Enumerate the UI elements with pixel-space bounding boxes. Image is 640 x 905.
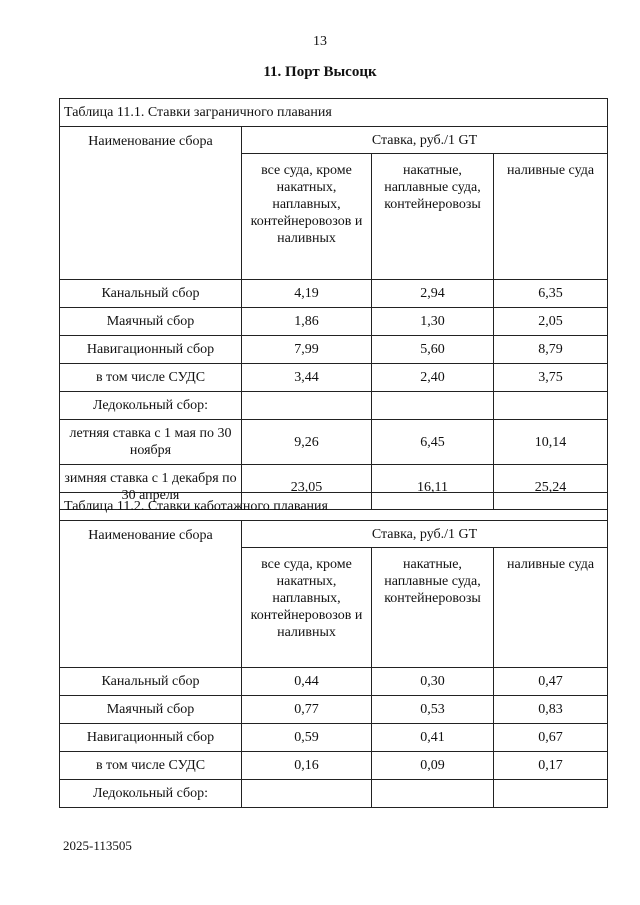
rate-general bbox=[242, 392, 372, 420]
rate-roro: 0,41 bbox=[372, 724, 494, 752]
fee-name: Навигационный сбор bbox=[60, 724, 242, 752]
table-row bbox=[60, 668, 608, 696]
rate-roro: 0,30 bbox=[372, 668, 494, 696]
table-row bbox=[60, 724, 608, 752]
document-code: 2025-113505 bbox=[63, 838, 132, 853]
rate-roro: 16,11 bbox=[372, 465, 494, 510]
fee-name: зимняя ставка с 1 декабря по 30 апреля bbox=[60, 465, 242, 510]
rate-general: 0,77 bbox=[242, 696, 372, 724]
table-coastal-voyage-rates bbox=[59, 492, 608, 808]
fee-name: в том числе СУДС bbox=[60, 364, 242, 392]
rate-tanker: 0,47 bbox=[494, 668, 608, 696]
rate-roro: 1,30 bbox=[372, 308, 494, 336]
rate-roro: 6,45 bbox=[372, 420, 494, 465]
fee-name: Ледокольный сбор: bbox=[60, 780, 242, 808]
rate-roro bbox=[372, 780, 494, 808]
rate-tanker: 2,05 bbox=[494, 308, 608, 336]
table-row bbox=[60, 696, 608, 724]
header-rate-group: Ставка, руб./1 GT bbox=[242, 521, 608, 548]
rate-general: 0,44 bbox=[242, 668, 372, 696]
rate-tanker: 0,83 bbox=[494, 696, 608, 724]
table-row bbox=[60, 364, 608, 392]
header-rate-group: Ставка, руб./1 GT bbox=[242, 127, 608, 154]
rate-tanker: 6,35 bbox=[494, 280, 608, 308]
table-row bbox=[60, 280, 608, 308]
page-number: 13 bbox=[313, 34, 327, 49]
table-row bbox=[60, 752, 608, 780]
table-row bbox=[60, 780, 608, 808]
fee-name: летняя ставка с 1 мая по 30 ноября bbox=[60, 420, 242, 465]
fee-name: в том числе СУДС bbox=[60, 752, 242, 780]
rate-general: 3,44 bbox=[242, 364, 372, 392]
table-row bbox=[60, 336, 608, 364]
rate-tanker: 0,67 bbox=[494, 724, 608, 752]
header-fee-name: Наименование сбора bbox=[60, 521, 242, 668]
header-col-general: все суда, кроме накатных, наплавных, контейнеровозов и наливных bbox=[242, 548, 372, 668]
header-col-roro: накатные, наплавные суда, контейнеровозы bbox=[372, 154, 494, 280]
header-fee-name: Наименование сбора bbox=[60, 127, 242, 280]
rate-tanker: 3,75 bbox=[494, 364, 608, 392]
rate-tanker bbox=[494, 392, 608, 420]
rate-general: 9,26 bbox=[242, 420, 372, 465]
rate-tanker: 10,14 bbox=[494, 420, 608, 465]
table-row bbox=[60, 308, 608, 336]
header-col-roro: накатные, наплавные суда, контейнеровозы bbox=[372, 548, 494, 668]
rate-tanker: 0,17 bbox=[494, 752, 608, 780]
rate-general: 23,05 bbox=[242, 465, 372, 510]
fee-name: Навигационный сбор bbox=[60, 336, 242, 364]
fee-name: Канальный сбор bbox=[60, 280, 242, 308]
rate-tanker bbox=[494, 780, 608, 808]
rate-general: 1,86 bbox=[242, 308, 372, 336]
fee-name: Канальный сбор bbox=[60, 668, 242, 696]
table-foreign-voyage-rates bbox=[59, 98, 608, 510]
rate-roro: 2,94 bbox=[372, 280, 494, 308]
rate-roro: 0,09 bbox=[372, 752, 494, 780]
rate-general bbox=[242, 780, 372, 808]
rate-general: 0,16 bbox=[242, 752, 372, 780]
section-title: 11. Порт Высоцк bbox=[263, 64, 377, 80]
fee-name: Маячный сбор bbox=[60, 696, 242, 724]
rate-roro: 5,60 bbox=[372, 336, 494, 364]
fee-name: Маячный сбор bbox=[60, 308, 242, 336]
rate-roro: 0,53 bbox=[372, 696, 494, 724]
fee-name: Ледокольный сбор: bbox=[60, 392, 242, 420]
rate-roro: 2,40 bbox=[372, 364, 494, 392]
header-col-tanker: наливные суда bbox=[494, 154, 608, 280]
rate-roro bbox=[372, 392, 494, 420]
rate-tanker: 8,79 bbox=[494, 336, 608, 364]
header-col-tanker: наливные суда bbox=[494, 548, 608, 668]
rate-tanker: 25,24 bbox=[494, 465, 608, 510]
table-row bbox=[60, 392, 608, 420]
table-caption: Таблица 11.1. Ставки заграничного плавания bbox=[60, 99, 608, 127]
rate-general: 4,19 bbox=[242, 280, 372, 308]
rate-general: 0,59 bbox=[242, 724, 372, 752]
table-row bbox=[60, 420, 608, 465]
header-col-general: все суда, кроме накатных, наплавных, контейнеровозов и наливных bbox=[242, 154, 372, 280]
rate-general: 7,99 bbox=[242, 336, 372, 364]
table-caption: Таблица 11.2. Ставки каботажного плавания bbox=[60, 493, 608, 521]
